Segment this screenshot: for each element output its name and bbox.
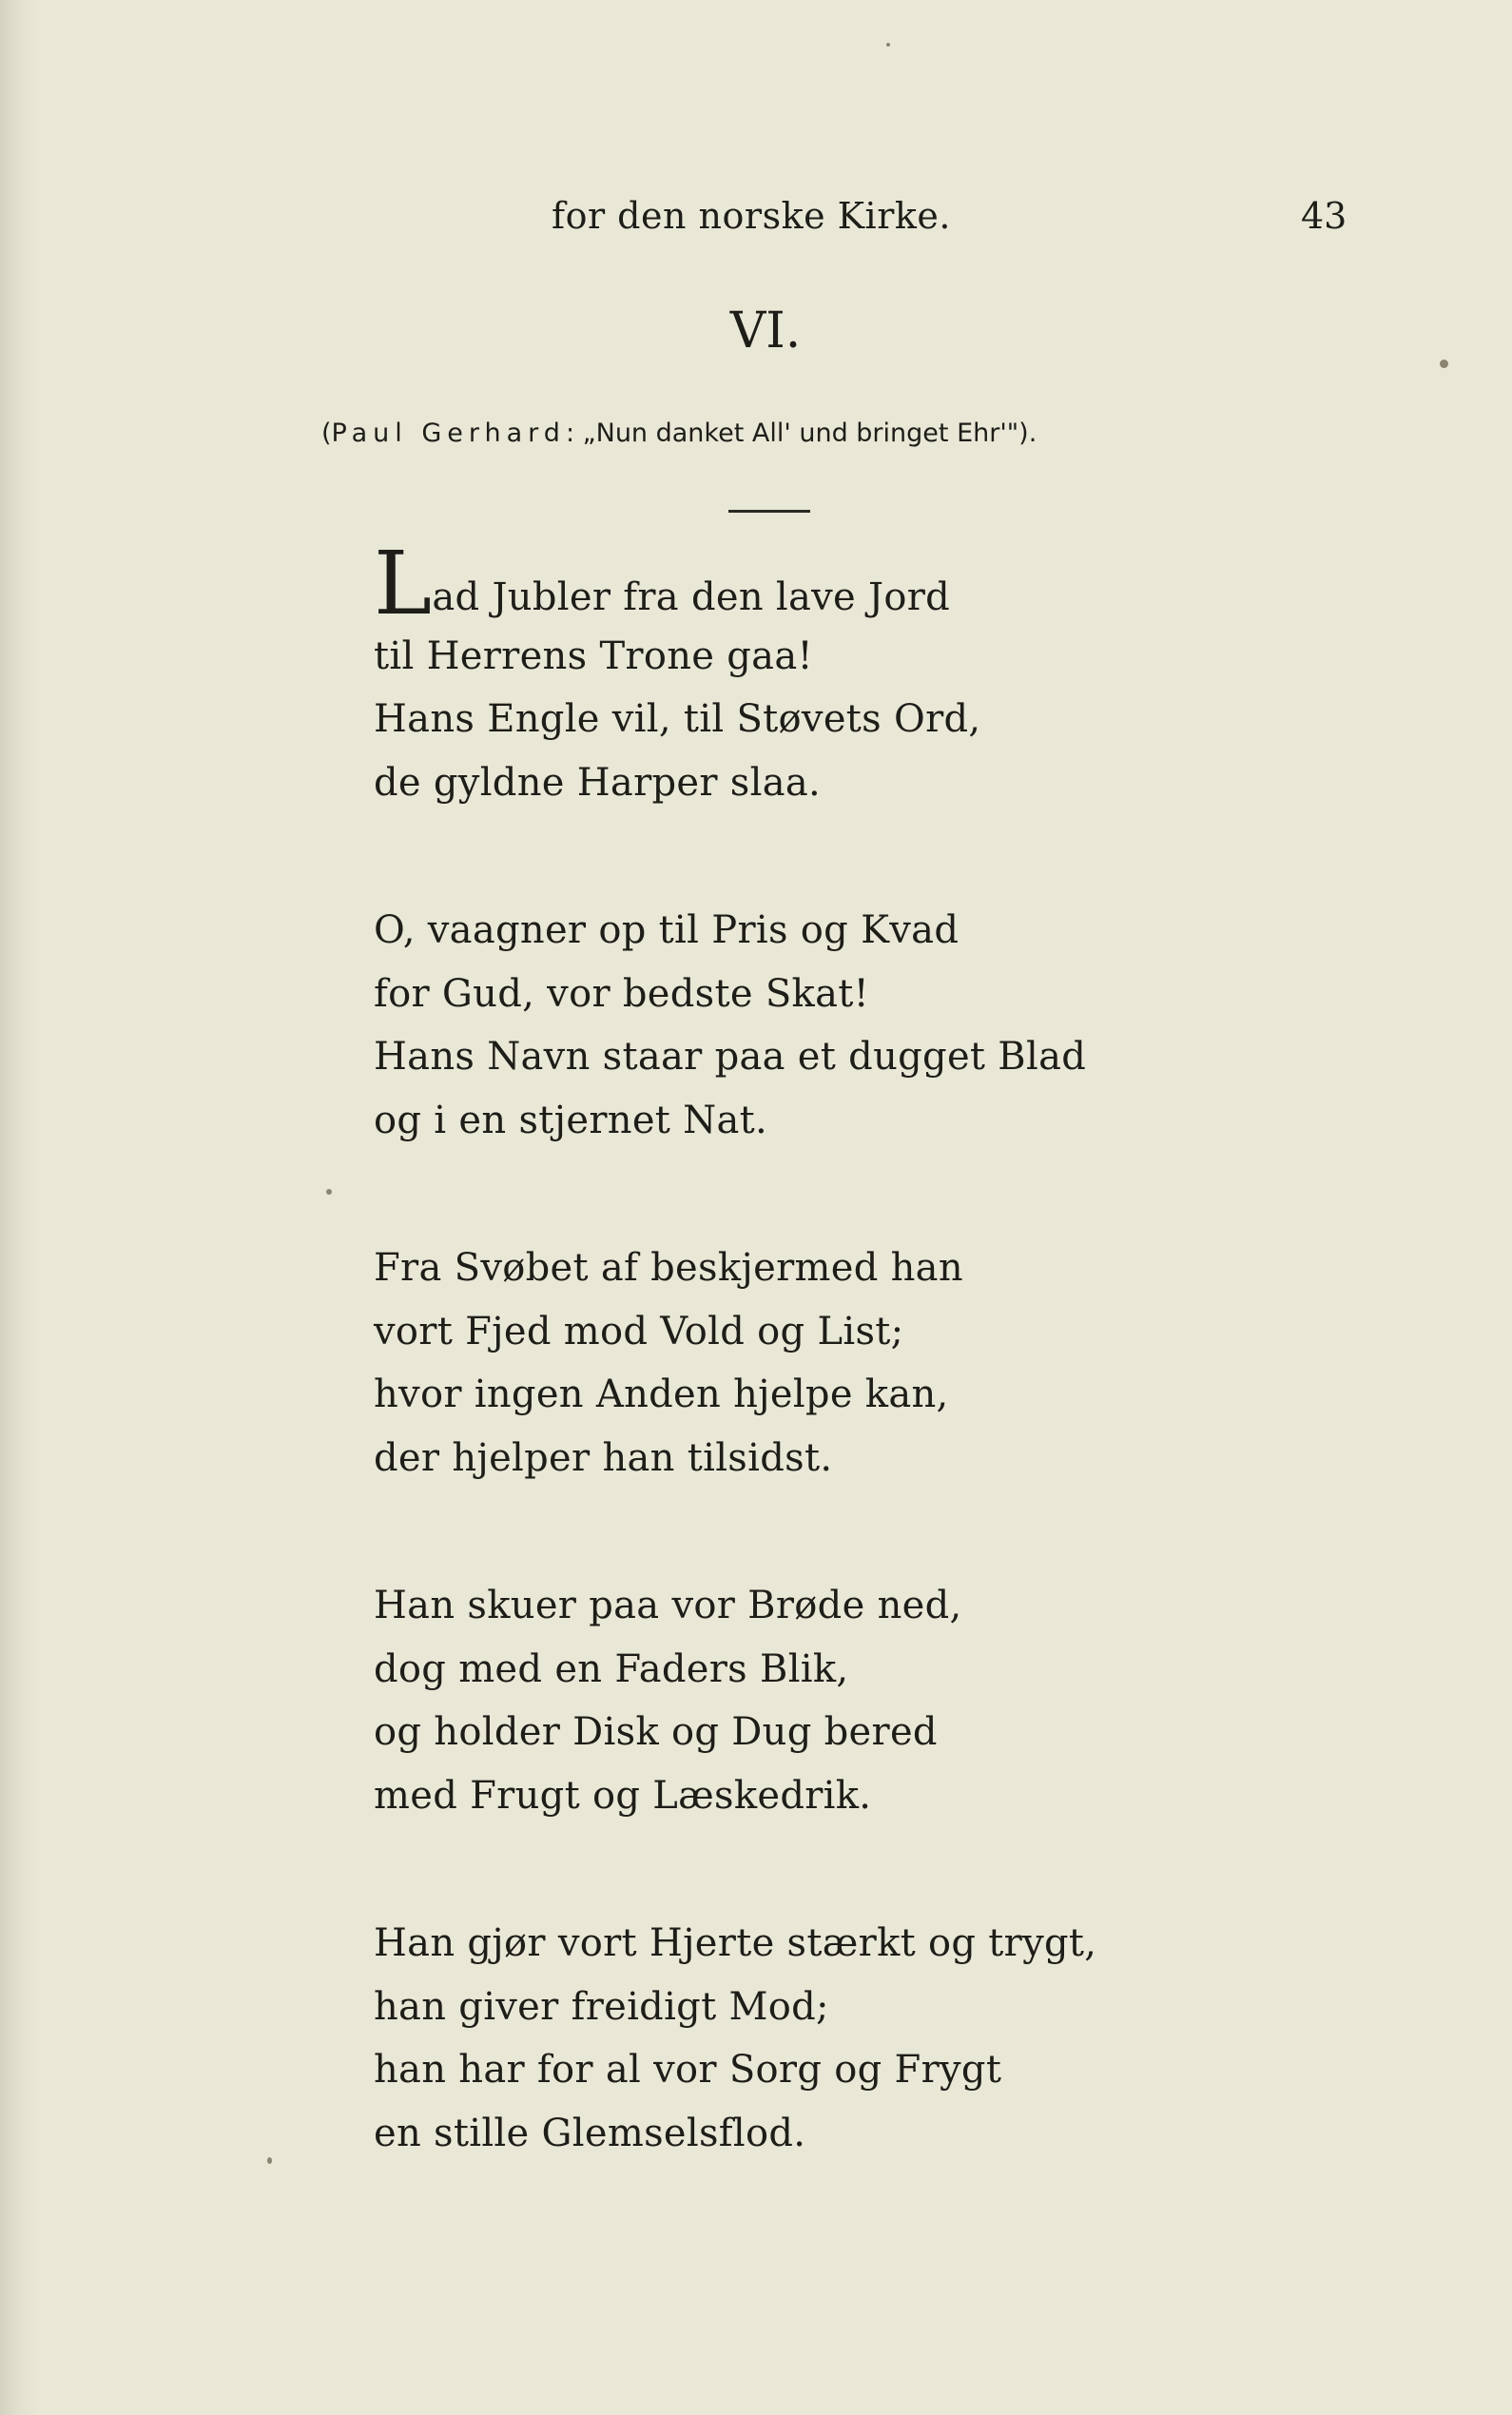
drop-cap: L xyxy=(374,533,433,634)
stanza-5-line-4: en stille Glemselsflod. xyxy=(374,2111,806,2155)
stanza-1 xyxy=(374,533,1230,814)
stanza-1-line-1 xyxy=(374,533,1230,634)
page-number: 43 xyxy=(1301,195,1347,237)
stanza-5-line-1: Han gjør vort Hjerte stærkt og trygt, xyxy=(374,1921,1097,1965)
paper-speck xyxy=(326,1189,332,1195)
running-head: for den norske Kirke. xyxy=(552,195,951,237)
stanza-3 xyxy=(374,1237,1230,1490)
stanza-5 xyxy=(374,1912,1230,2165)
stanza-3-line-2: vort Fjed mod Vold og List; xyxy=(374,1309,904,1354)
stanza-5-line-3: han har for al vor Sorg og Frygt xyxy=(374,2048,1002,2092)
paper-speck xyxy=(1440,360,1448,368)
stanza-1-line-4: de gyldne Harper slaa. xyxy=(374,760,822,805)
source-note xyxy=(321,419,1234,448)
stanza-5-line-2: han giver freidigt Mod; xyxy=(374,1984,829,2029)
source-note-rest: : „Nun danket All' und bringet Ehr'"). xyxy=(565,419,1037,448)
first-line-rest: ad Jubler fra den lave Jord xyxy=(432,575,951,619)
stanza-1-line-2: til Herrens Trone gaa! xyxy=(374,633,813,678)
stanza-4 xyxy=(374,1574,1230,1827)
stanza-3-line-4: der hjelper han tilsidst. xyxy=(374,1435,833,1480)
source-note-author: Paul Gerhard xyxy=(331,419,566,448)
stanza-2 xyxy=(374,899,1230,1152)
stanza-3-line-1: Fra Svøbet af beskjermed han xyxy=(374,1246,963,1290)
paper-speck xyxy=(886,43,890,47)
section-number: VI. xyxy=(729,302,802,360)
stanza-1-line-3: Hans Engle vil, til Støvets Ord, xyxy=(374,697,981,741)
section-rule xyxy=(728,510,810,513)
stanza-2-line-1: O, vaagner op til Pris og Kvad xyxy=(374,908,960,952)
stanza-4-line-4: med Frugt og Læskedrik. xyxy=(374,1773,872,1818)
stanza-4-line-1: Han skuer paa vor Brøde ned, xyxy=(374,1584,962,1627)
stanza-2-line-3: Hans Navn staar paa et dugget Blad xyxy=(374,1035,1087,1079)
stanza-3-line-3: hvor ingen Anden hjelpe kan, xyxy=(374,1373,949,1416)
stanza-2-line-2: for Gud, vor bedste Skat! xyxy=(374,971,869,1016)
stanza-2-line-4: og i en stjernet Nat. xyxy=(374,1098,768,1142)
paper-speck xyxy=(267,2157,272,2164)
hymn-text xyxy=(374,533,1230,2249)
stanza-4-line-2: dog med en Faders Blik, xyxy=(374,1646,849,1691)
source-note-open: ( xyxy=(321,419,332,448)
stanza-4-line-3: og holder Disk og Dug bered xyxy=(374,1710,938,1754)
